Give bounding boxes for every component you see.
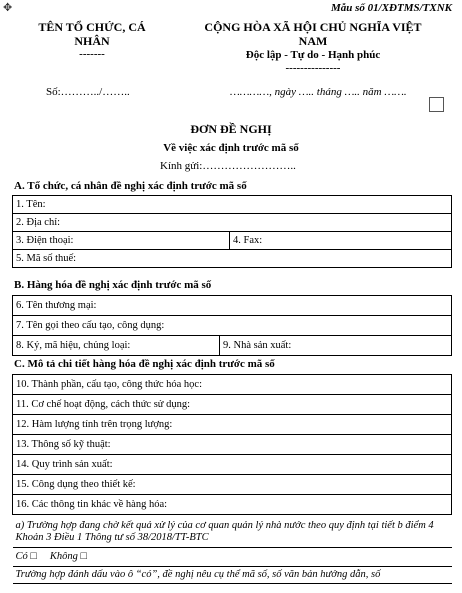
yes-checkbox[interactable]: □ xyxy=(30,551,37,562)
organization-header xyxy=(22,20,162,60)
org-dash: ------- xyxy=(79,48,105,60)
field-name[interactable]: 1. Tên: xyxy=(13,196,452,214)
addressee-line: Kính gửi:…………………….. xyxy=(160,160,296,172)
org-line-1: TÊN TỔ CHỨC, CÁ xyxy=(38,20,146,34)
field-other-info[interactable]: 16. Các thông tin khác về hàng hóa: xyxy=(13,495,452,515)
note-yes-details: Trường hợp đánh dấu vào ô “có”, đề nghị nêu cụ thể mã số, số văn bản hướng dẫn, số xyxy=(13,567,452,584)
field-design-purpose[interactable]: 15. Công dụng theo thiết kế: xyxy=(13,475,452,495)
field-fax[interactable]: 4. Fax: xyxy=(230,232,452,250)
document-date: …………, ngày ….. tháng ….. năm ……. xyxy=(230,86,407,98)
country-line-2: NAM xyxy=(298,34,328,48)
document-title: ĐƠN ĐỀ NGHỊ xyxy=(190,122,272,136)
no-label: Không xyxy=(49,551,78,562)
field-structural-name[interactable]: 7. Tên gọi theo cấu tạo, công dụng: xyxy=(13,316,452,336)
field-production-process[interactable]: 14. Quy trình sản xuất: xyxy=(13,455,452,475)
form-code: Mẫu số 01/XĐTMS/TXNK xyxy=(330,2,452,14)
section-c-table xyxy=(12,374,452,584)
page-checkbox[interactable] xyxy=(429,97,444,112)
section-b-table xyxy=(12,295,452,356)
field-weight-content[interactable]: 12. Hàm lượng tính trên trọng lượng: xyxy=(13,415,452,435)
field-address[interactable]: 2. Địa chỉ: xyxy=(13,214,452,232)
field-phone[interactable]: 3. Điện thoại: xyxy=(13,232,230,250)
org-line-2: NHÂN xyxy=(74,34,110,48)
note-pending-result: a) Trường hợp đang chờ kết quả xử lý của cơ quan quản lý nhà nước theo quy định tại tiết b điểm 4 Khoản 3 Điều 1 Thông tư số 38/2018/TT-BTC xyxy=(13,515,452,548)
yes-label: Có xyxy=(15,551,28,562)
field-mechanism[interactable]: 11. Cơ chế hoạt động, cách thức sử dụng: xyxy=(13,395,452,415)
section-b-title: B. Hàng hóa đề nghị xác định trước mã số xyxy=(14,279,212,291)
document-number: Số:………../…….. xyxy=(46,86,130,98)
country-line-1: CỘNG HÒA XÃ HỘI CHỦ NGHĨA VIỆT xyxy=(204,20,422,34)
section-a-table xyxy=(12,195,452,268)
motto-dash: --------------- xyxy=(285,62,341,74)
field-trade-name[interactable]: 6. Tên thương mại: xyxy=(13,296,452,316)
no-checkbox[interactable]: □ xyxy=(80,551,87,562)
move-handle-icon[interactable]: ✥ xyxy=(3,1,13,14)
field-model[interactable]: 8. Ký, mã hiệu, chủng loại: xyxy=(13,336,220,356)
field-specifications[interactable]: 13. Thông số kỹ thuật: xyxy=(13,435,452,455)
document-subject: Về việc xác định trước mã số xyxy=(163,142,299,154)
country-header xyxy=(178,20,448,74)
field-composition[interactable]: 10. Thành phần, cấu tạo, công thức hóa học: xyxy=(13,375,452,395)
section-c-title: C. Mô tả chi tiết hàng hóa đề nghị xác định trước mã số xyxy=(14,358,275,370)
motto: Độc lập - Tự do - Hạnh phúc xyxy=(245,49,381,61)
yes-no-options xyxy=(13,548,452,567)
section-a-title: A. Tổ chức, cá nhân đề nghị xác định trước mã số xyxy=(14,180,247,192)
field-manufacturer[interactable]: 9. Nhà sản xuất: xyxy=(220,336,452,356)
field-tax-code[interactable]: 5. Mã số thuế: xyxy=(13,250,452,268)
